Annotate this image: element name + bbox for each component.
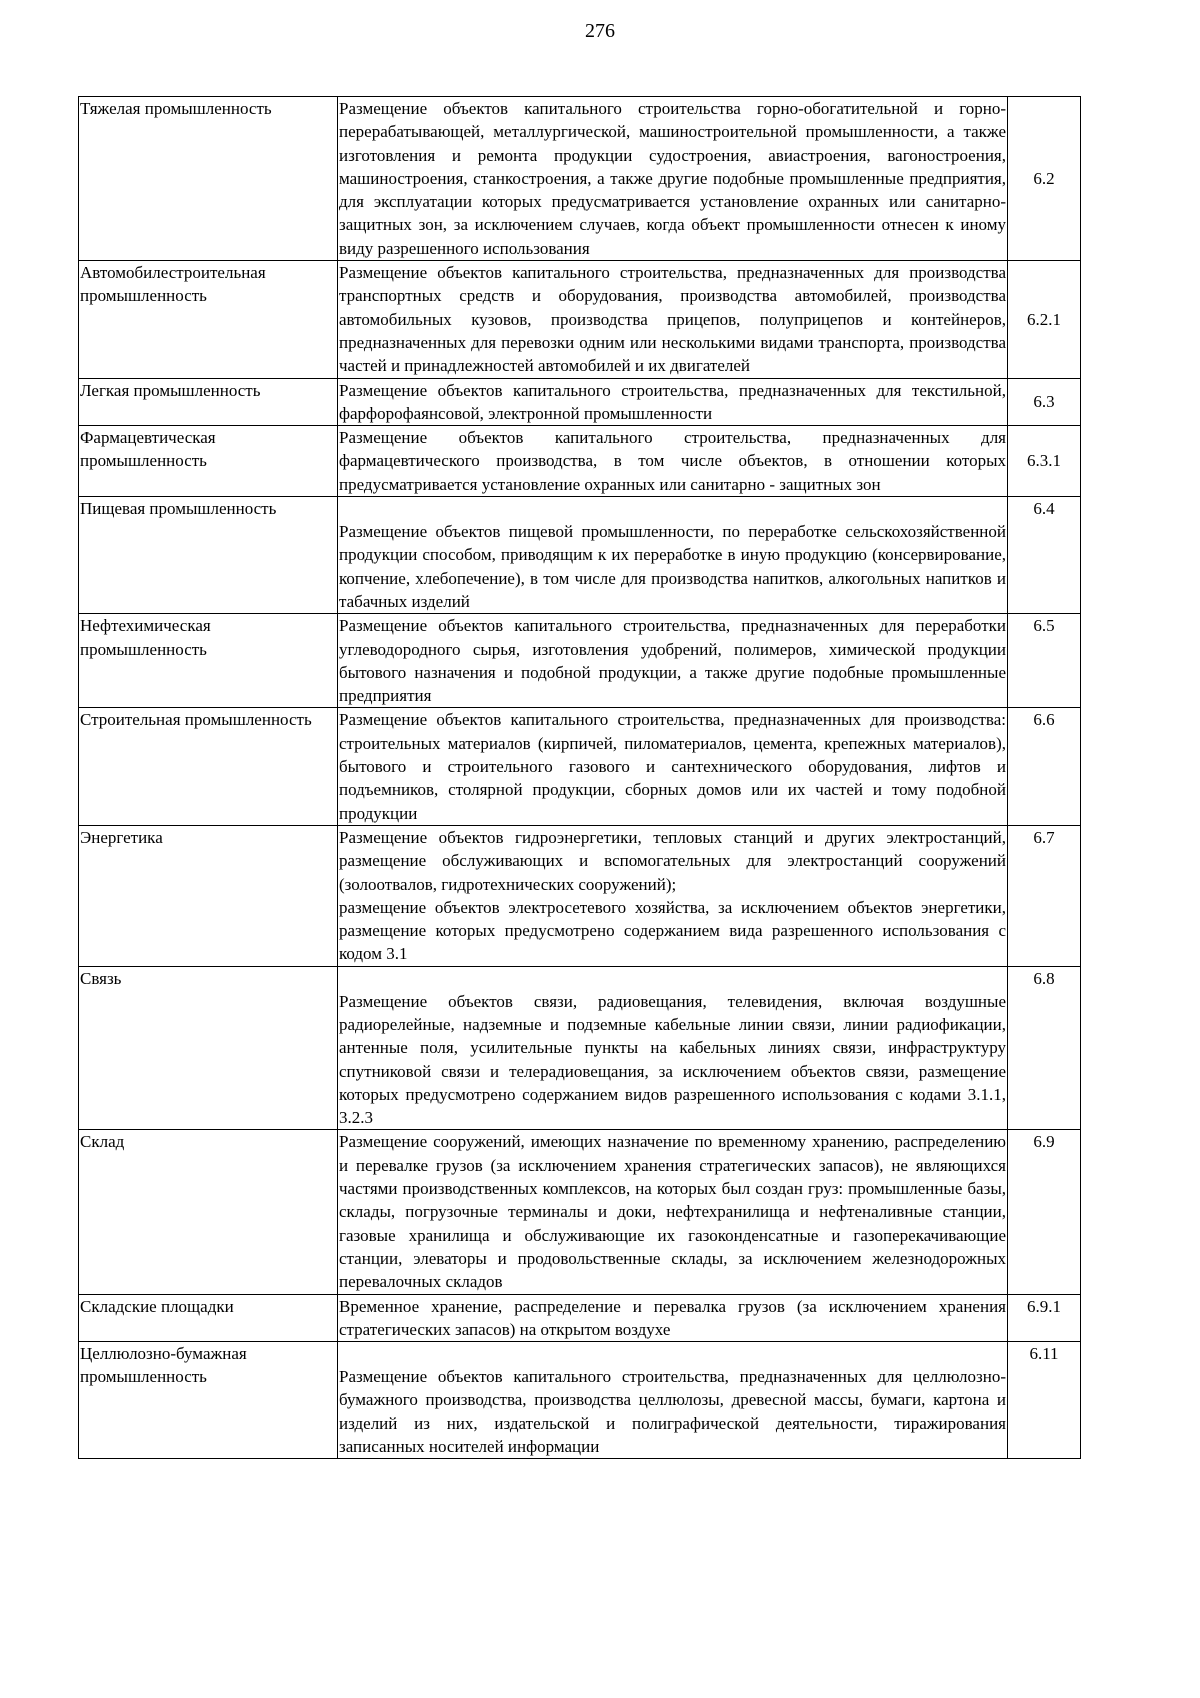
use-code: 6.2.1 <box>1008 261 1081 378</box>
use-description-cell <box>338 966 1008 1130</box>
use-description-cell <box>338 497 1008 614</box>
use-name: Тяжелая промышленность <box>79 97 338 261</box>
table-row <box>79 426 1081 497</box>
use-description: Размещение объектов капитального строительства, предназначенных для переработки углеводородного сырья, изготовления удобрений, полимеров, химической продукции бытового назначения и подобной продукции, а также другие подобные промышленные предприятия <box>338 614 1008 708</box>
use-description: Размещение объектов капитального строительства, предназначенных для целлюлозно-бумажного производства, производства целлюлозы, древесной массы, бумаги, картона и изделий из них, издательской и полиграфической деятельности, тиражирования записанных носителей информации <box>339 1367 1006 1457</box>
use-name: Легкая промышленность <box>79 378 338 426</box>
use-description: Размещение объектов капитального строительства горно-обогатительной и горно-перерабатывающей, металлургической, машиностроительной промышленности, а также изготовления и ремонта продукции судостроения, авиастроения, вагоностроения, машиностроения, станкостроения, а также другие подобные промышленные предприятия, для эксплуатации которых предусматривается установление охранных или санитарно-защитных зон, за исключением случаев, когда объект промышленности отнесен к иному виду разрешенного использования <box>338 97 1008 261</box>
table-row <box>79 708 1081 825</box>
use-description: Временное хранение, распределение и перевалка грузов (за исключением хранения стратегических запасов) на открытом воздухе <box>338 1294 1008 1342</box>
blank-line <box>339 967 1006 990</box>
use-description: Размещение объектов капитального строительства, предназначенных для фармацевтического производства, в том числе объектов, в отношении которых предусматривается установление охранных или санитарно - защитных зон <box>338 426 1008 497</box>
use-description: Размещение объектов пищевой промышленности, по переработке сельскохозяйственной продукции способом, приводящим к их переработке в иную продукцию (консервирование, копчение, хлебопечение), в том числе для производства напитков, алкогольных напитков и табачных изделий <box>339 522 1006 611</box>
use-description: Размещение объектов капитального строительства, предназначенных для производства: строительных материалов (кирпичей, пиломатериалов, цемента, крепежных материалов), бытового и строительного газового и сантехнического оборудования, лифтов и подъемников, столярной продукции, сборных домов или их частей и тому подобной продукции <box>338 708 1008 825</box>
use-code: 6.4 <box>1008 497 1081 614</box>
blank-line <box>339 1342 1006 1365</box>
use-code: 6.5 <box>1008 614 1081 708</box>
use-description: Размещение объектов капитального строительства, предназначенных для производства транспортных средств и оборудования, производства автомобилей, производства автомобильных кузовов, производства прицепов, полуприцепов и контейнеров, предназначенных для перевозки одним или несколькими видами транспорта, производства частей и принадлежностей автомобилей и их двигателей <box>338 261 1008 378</box>
table-row <box>79 378 1081 426</box>
use-code: 6.2 <box>1008 97 1081 261</box>
table-row <box>79 1294 1081 1342</box>
use-name: Нефтехимическая промышленность <box>79 614 338 708</box>
use-name: Целлюлозно-бумажная промышленность <box>79 1342 338 1459</box>
table-row <box>79 261 1081 378</box>
table-row <box>79 825 1081 966</box>
use-name: Энергетика <box>79 825 338 966</box>
use-code: 6.8 <box>1008 966 1081 1130</box>
use-name: Пищевая промышленность <box>79 497 338 614</box>
use-code: 6.9.1 <box>1008 1294 1081 1342</box>
use-name: Строительная промышленность <box>79 708 338 825</box>
use-description: Размещение объектов капитального строительства, предназначенных для текстильной, фарфорофаянсовой, электронной промышленности <box>338 378 1008 426</box>
table-row <box>79 1130 1081 1294</box>
table-row <box>79 1342 1081 1459</box>
use-description-cell <box>338 825 1008 966</box>
land-use-table <box>78 96 1081 1459</box>
use-name: Складские площадки <box>79 1294 338 1342</box>
use-description-cell <box>338 1342 1008 1459</box>
use-description-continued: размещение объектов электросетевого хозяйства, за исключением объектов энергетики, размещение которых предусмотрено содержанием вида разрешенного использования с кодом 3.1 <box>339 897 1006 964</box>
use-code: 6.7 <box>1008 825 1081 966</box>
use-description: Размещение объектов связи, радиовещания, телевидения, включая воздушные радиорелейные, надземные и подземные кабельные линии связи, линии радиофикации, антенные поля, усилительные пункты на кабельных линиях связи, инфраструктуру спутниковой связи и телерадиовещания, за исключением объектов связи, размещение которых предусмотрено содержанием видов разрешенного использования с кодами 3.1.1, 3.2.3 <box>339 991 1006 1128</box>
use-description: Размещение сооружений, имеющих назначение по временному хранению, распределению и перевалке грузов (за исключением хранения стратегических запасов), не являющихся частями производственных комплексов, на которых был создан груз: промышленные базы, склады, погрузочные терминалы и доки, нефтехранилища и нефтеналивные станции, газовые хранилища и обслуживающие их газоконденсатные и газоперекачивающие станции, элеваторы и продовольственные склады, за исключением железнодорожных перевалочных складов <box>338 1130 1008 1294</box>
table-row <box>79 966 1081 1130</box>
table-row <box>79 614 1081 708</box>
blank-line <box>339 497 1006 520</box>
use-code: 6.3.1 <box>1008 426 1081 497</box>
page-number: 276 <box>585 20 615 42</box>
use-name: Фармацевтическая промышленность <box>79 426 338 497</box>
use-name: Связь <box>79 966 338 1130</box>
use-code: 6.11 <box>1008 1342 1081 1459</box>
use-code: 6.9 <box>1008 1130 1081 1294</box>
table-row <box>79 497 1081 614</box>
table-row <box>79 97 1081 261</box>
use-name: Склад <box>79 1130 338 1294</box>
use-name: Автомобилестроительная промышленность <box>79 261 338 378</box>
use-description: Размещение объектов гидроэнергетики, тепловых станций и других электростанций, размещение обслуживающих и вспомогательных для электростанций сооружений (золоотвалов, гидротехнических сооружений); <box>339 827 1006 894</box>
use-code: 6.6 <box>1008 708 1081 825</box>
use-code: 6.3 <box>1008 378 1081 426</box>
